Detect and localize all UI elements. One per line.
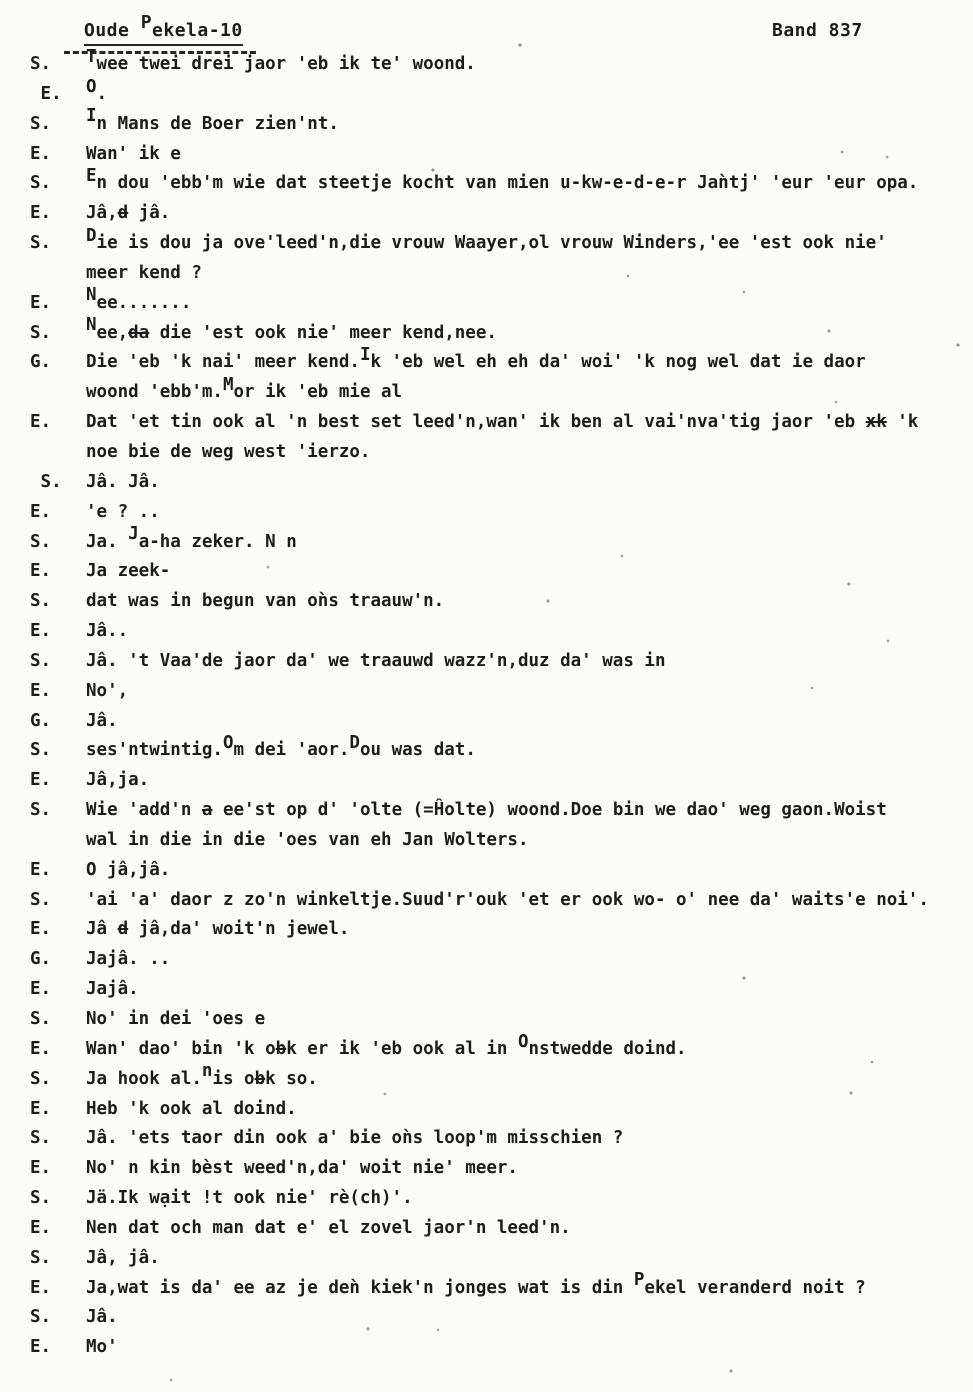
speaker-label: S. — [30, 1247, 52, 1268]
speaker-label: E. — [30, 770, 52, 791]
transcript-line — [30, 285, 967, 319]
line-text: woond 'ebb'm.Mor ik 'eb mie al — [86, 374, 403, 403]
line-text: Mo' — [86, 1337, 118, 1358]
line-text: noe bie de weg west 'ierzo. — [86, 441, 371, 462]
transcript-line — [30, 886, 967, 916]
speaker-label: E. — [30, 292, 52, 313]
transcript-line — [30, 106, 967, 140]
line-text: Wan' ik e — [86, 143, 181, 164]
transcript-line — [30, 766, 967, 796]
line-text: In Mans de Boer zien'nt. — [86, 106, 339, 134]
line-text: Nee....... — [86, 285, 192, 313]
line-text: 'ai 'a' daor z zo'n winkeltje.Suud'r'ouk 'et er ook wo- o' nee da' waits'e noi'. — [86, 889, 929, 910]
transcript-line — [30, 1214, 967, 1244]
transcript-line — [30, 1031, 967, 1065]
transcript-line — [30, 225, 967, 259]
transcript-line — [30, 1333, 967, 1363]
transcript-line — [30, 557, 967, 587]
speaker-label — [30, 378, 86, 408]
speaker-label: S. — [30, 650, 52, 671]
speaker-label: S. — [30, 173, 52, 194]
transcript-line — [30, 945, 967, 975]
transcript-line — [30, 707, 967, 737]
line-text: Ja zeek- — [86, 561, 171, 582]
line-text: Jâ,d jâ. — [86, 203, 171, 224]
speaker-label: S. — [30, 531, 52, 552]
transcript-line — [30, 1005, 967, 1035]
speaker-label: S. — [30, 471, 62, 492]
speaker-label — [30, 438, 86, 468]
line-text: dat was in begun van oǹs traauw'n. — [86, 591, 445, 612]
speaker-label: E. — [30, 1277, 52, 1298]
transcript-line — [30, 647, 967, 677]
line-text: No' n kin bèst weed'n,da' woit nie' meer. — [86, 1158, 518, 1179]
line-text: meer kend ? — [86, 262, 202, 283]
speaker-label: S. — [30, 322, 52, 343]
line-text: Jâ. Jâ. — [86, 471, 160, 492]
transcript-line — [30, 733, 967, 766]
transcript-line — [30, 856, 967, 886]
transcript-line — [30, 617, 967, 647]
band-number: Band 837 — [772, 20, 863, 41]
line-text: Jâ. 't Vaa'de jaor da' we traauwd wazz'n,duz da' was in — [86, 650, 666, 671]
speaker-label: E. — [30, 621, 52, 642]
speaker-label: G. — [30, 949, 52, 970]
line-text: Jâ,ja. — [86, 770, 150, 791]
speaker-label: S. — [30, 591, 52, 612]
transcript-line — [30, 1154, 967, 1184]
line-text: Die 'eb 'k nai' meer kend.Ik 'eb wel eh eh da' woi' 'k nog wel dat ie daor — [86, 345, 866, 373]
transcript-line — [30, 315, 967, 349]
transcript-line — [30, 1244, 967, 1274]
speaker-label: S. — [30, 1128, 52, 1149]
speaker-label: S. — [30, 889, 52, 910]
speaker-label: E. — [30, 1038, 52, 1059]
speaker-label: E. — [30, 412, 52, 433]
line-text: wal in die in die 'oes van eh Jan Wolters. — [86, 829, 529, 850]
transcript-line — [30, 826, 967, 856]
transcript-line — [30, 1124, 967, 1154]
line-text: Wan' dao' bin 'k obk er ik 'eb ook al in Onstwedde doind. — [86, 1031, 687, 1059]
transcript-line — [30, 408, 967, 438]
speaker-label: E. — [30, 143, 52, 164]
transcript-line — [30, 468, 967, 498]
transcript-line — [30, 524, 967, 558]
transcript-line — [30, 259, 967, 289]
line-text: Jä.Ik wạit !t ook nie' rè(ch)'. — [86, 1188, 413, 1209]
speaker-label: G. — [30, 352, 52, 373]
speaker-label: S. — [30, 1307, 52, 1328]
speaker-label: S. — [30, 54, 52, 74]
line-text: Jajâ. .. — [86, 949, 171, 970]
line-text: Jâ. 'ets taor din ook a' bie oǹs loop'm misschien ? — [86, 1128, 624, 1149]
speaker-label: S. — [30, 113, 52, 134]
line-text: En dou 'ebb'm wie dat steetje kocht van mien u-kw-e-d-e-r Jaǹtj' 'eur 'eur opa. — [86, 166, 919, 194]
speaker-label — [30, 259, 86, 289]
speaker-label: E. — [30, 501, 52, 522]
speaker-label: E. — [30, 1217, 52, 1238]
speaker-label: E. — [30, 919, 52, 940]
line-text: Jâ. — [86, 710, 118, 731]
speaker-label: E. — [30, 83, 62, 104]
speaker-label: S. — [30, 740, 52, 761]
page-title: Oude Pekela-10 — [84, 20, 243, 46]
line-text: Heb 'k ook al doind. — [86, 1098, 297, 1119]
transcript-line — [30, 345, 967, 378]
speaker-label: S. — [30, 800, 52, 821]
line-text: Nen dat och man dat e' el zovel jaor'n leed'n. — [86, 1217, 571, 1238]
line-text: 'e ? .. — [86, 501, 160, 522]
transcript-line — [30, 76, 967, 110]
transcript-line — [30, 1095, 967, 1125]
speaker-label: E. — [30, 680, 52, 701]
speaker-label: E. — [30, 1098, 52, 1119]
line-text: Jajâ. — [86, 979, 139, 1000]
speaker-label: E. — [30, 203, 52, 224]
line-text: Jâ.. — [86, 621, 129, 642]
transcript-line — [30, 166, 967, 199]
line-text: Dat 'et tin ook al 'n best set leed'n,wan' ik ben al vai'nva'tig jaor 'eb xk 'k — [86, 412, 919, 433]
transcript-line — [30, 677, 967, 707]
transcript — [30, 46, 967, 1363]
transcript-line — [30, 1270, 967, 1304]
line-text: No' in dei 'oes e — [86, 1009, 266, 1029]
transcript-line — [30, 199, 967, 229]
line-text: Ja hook al.nis obk so. — [86, 1061, 318, 1089]
transcript-line — [30, 1303, 967, 1333]
transcript-line — [30, 796, 967, 826]
transcript-line — [30, 140, 967, 170]
line-text: Jâ d jâ,da' woit'n jewel. — [86, 919, 350, 940]
line-text: Wie 'add'n a ee'st op d' 'olte (=Ĥolte) woond.Doe bin we dao' weg gaon.Woist — [86, 800, 887, 821]
line-text: Twee twei drei jaor 'eb ik te' woond. — [86, 46, 476, 74]
speaker-label: E. — [30, 1337, 52, 1358]
speaker-label: S. — [30, 1188, 52, 1209]
line-text: ses'ntwintig.Om dei 'aor.Dou was dat. — [86, 733, 476, 761]
transcript-line — [30, 975, 967, 1005]
line-text: O jâ,jâ. — [86, 859, 171, 880]
line-text: Jâ. — [86, 1307, 118, 1328]
speaker-label: S. — [30, 1009, 52, 1029]
transcript-line — [30, 915, 967, 945]
transcript-line — [30, 1061, 967, 1095]
line-text: Nee,da die 'est ook nie' meer kend,nee. — [86, 315, 497, 343]
speaker-label: S. — [30, 1068, 52, 1089]
speaker-label: E. — [30, 859, 52, 880]
speaker-label: S. — [30, 233, 52, 254]
line-text: Die is dou ja ove'leed'n,die vrouw Waayer,ol vrouw Winders,'ee 'est ook nie' — [86, 225, 887, 254]
line-text: Ja,wat is da' ee az je deǹ kiek'n jonges wat is din Pekel veranderd noit ? — [86, 1270, 866, 1298]
speaker-label: G. — [30, 710, 52, 731]
transcript-line — [30, 587, 967, 617]
line-text: Jâ, jâ. — [86, 1247, 160, 1268]
speaker-label: E. — [30, 561, 52, 582]
speaker-label: E. — [30, 979, 52, 1000]
transcript-line — [30, 498, 967, 528]
transcript-line — [30, 438, 967, 468]
line-text: Ja. Ja-ha zeker. N n — [86, 524, 297, 552]
transcript-line — [30, 1184, 967, 1214]
speaker-label: E. — [30, 1158, 52, 1179]
speaker-label — [30, 826, 86, 856]
line-text: No', — [86, 680, 129, 701]
transcript-line — [30, 374, 967, 408]
line-text: O. — [86, 76, 108, 104]
transcript-line — [30, 46, 967, 80]
